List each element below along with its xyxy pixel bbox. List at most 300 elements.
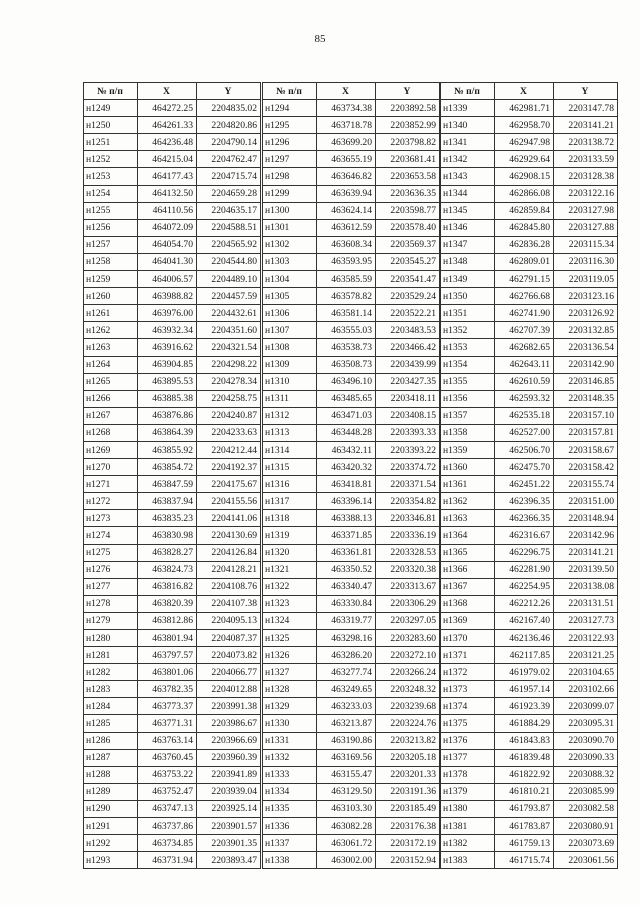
point-number-cell: н1328 — [263, 681, 317, 698]
point-number-cell: н1266 — [84, 390, 138, 407]
table-row — [84, 305, 261, 322]
table-row — [84, 202, 261, 219]
point-number-cell: н1292 — [84, 835, 138, 852]
x-coordinate-cell: 462845.80 — [495, 219, 554, 236]
x-coordinate-cell: 463976.00 — [138, 305, 197, 322]
x-coordinate-cell: 463319.77 — [317, 612, 376, 629]
x-coordinate-cell: 464072.09 — [138, 219, 197, 236]
point-number-cell: н1290 — [84, 800, 138, 817]
column-header-x: X — [495, 83, 554, 100]
point-number-cell: н1363 — [441, 510, 495, 527]
column-header-number: № п/п — [263, 83, 317, 100]
point-number-cell: н1306 — [263, 305, 317, 322]
y-coordinate-cell: 2203176.38 — [376, 818, 440, 835]
point-number-cell: н1252 — [84, 151, 138, 168]
y-coordinate-cell: 2203941.89 — [197, 766, 261, 783]
point-number-cell: н1356 — [441, 390, 495, 407]
y-coordinate-cell: 2203354.82 — [376, 493, 440, 510]
coordinates-table-1 — [83, 82, 261, 869]
x-coordinate-cell: 463350.52 — [317, 561, 376, 578]
point-number-cell: н1350 — [441, 288, 495, 305]
point-number-cell: н1273 — [84, 510, 138, 527]
x-coordinate-cell: 462866.08 — [495, 185, 554, 202]
y-coordinate-cell: 2203139.50 — [554, 561, 618, 578]
x-coordinate-cell: 463233.03 — [317, 698, 376, 715]
y-coordinate-cell: 2203121.25 — [554, 647, 618, 664]
y-coordinate-cell: 2203185.49 — [376, 800, 440, 817]
table-row — [84, 253, 261, 270]
x-coordinate-cell: 464261.33 — [138, 117, 197, 134]
table-row — [263, 202, 440, 219]
y-coordinate-cell: 2203132.85 — [554, 322, 618, 339]
x-coordinate-cell: 462506.70 — [495, 441, 554, 458]
y-coordinate-cell: 2203371.54 — [376, 476, 440, 493]
point-number-cell: н1376 — [441, 732, 495, 749]
x-coordinate-cell: 463932.34 — [138, 322, 197, 339]
table-row — [84, 100, 261, 117]
point-number-cell: н1308 — [263, 339, 317, 356]
point-number-cell: н1274 — [84, 527, 138, 544]
x-coordinate-cell: 463760.45 — [138, 749, 197, 766]
y-coordinate-cell: 2203266.24 — [376, 664, 440, 681]
table-row — [84, 715, 261, 732]
table-row — [84, 322, 261, 339]
y-coordinate-cell: 2203283.60 — [376, 630, 440, 647]
y-coordinate-cell: 2203152.94 — [376, 852, 440, 869]
x-coordinate-cell: 464110.56 — [138, 202, 197, 219]
y-coordinate-cell: 2204066.77 — [197, 664, 261, 681]
point-number-cell: н1257 — [84, 236, 138, 253]
point-number-cell: н1359 — [441, 441, 495, 458]
y-coordinate-cell: 2203578.40 — [376, 219, 440, 236]
y-coordinate-cell: 2203653.58 — [376, 168, 440, 185]
point-number-cell: н1270 — [84, 459, 138, 476]
x-coordinate-cell: 462366.35 — [495, 510, 554, 527]
table-row — [441, 288, 618, 305]
point-number-cell: н1294 — [263, 100, 317, 117]
table-header-row — [84, 83, 261, 100]
y-coordinate-cell: 2203133.59 — [554, 151, 618, 168]
x-coordinate-cell: 463585.59 — [317, 271, 376, 288]
point-number-cell: н1323 — [263, 595, 317, 612]
table-row — [441, 253, 618, 270]
point-number-cell: н1302 — [263, 236, 317, 253]
x-coordinate-cell: 461759.13 — [495, 835, 554, 852]
point-number-cell: н1318 — [263, 510, 317, 527]
table-row — [441, 373, 618, 390]
x-coordinate-cell: 461957.14 — [495, 681, 554, 698]
x-coordinate-cell: 461822.92 — [495, 766, 554, 783]
y-coordinate-cell: 2204489.10 — [197, 271, 261, 288]
table-row — [441, 578, 618, 595]
y-coordinate-cell: 2204128.21 — [197, 561, 261, 578]
point-number-cell: н1269 — [84, 441, 138, 458]
point-number-cell: н1282 — [84, 664, 138, 681]
point-number-cell: н1365 — [441, 544, 495, 561]
point-number-cell: н1279 — [84, 612, 138, 629]
table-row — [441, 407, 618, 424]
y-coordinate-cell: 2203082.58 — [554, 800, 618, 817]
y-coordinate-cell: 2203681.41 — [376, 151, 440, 168]
y-coordinate-cell: 2204141.06 — [197, 510, 261, 527]
y-coordinate-cell: 2204432.61 — [197, 305, 261, 322]
point-number-cell: н1367 — [441, 578, 495, 595]
point-number-cell: н1249 — [84, 100, 138, 117]
table-row — [441, 424, 618, 441]
y-coordinate-cell: 2204240.87 — [197, 407, 261, 424]
point-number-cell: н1345 — [441, 202, 495, 219]
y-coordinate-cell: 2203201.33 — [376, 766, 440, 783]
point-number-cell: н1298 — [263, 168, 317, 185]
x-coordinate-cell: 463773.37 — [138, 698, 197, 715]
y-coordinate-cell: 2203088.32 — [554, 766, 618, 783]
table-row — [263, 288, 440, 305]
table-row — [441, 185, 618, 202]
y-coordinate-cell: 2203569.37 — [376, 236, 440, 253]
table-row — [84, 647, 261, 664]
x-coordinate-cell: 463731.94 — [138, 852, 197, 869]
point-number-cell: н1291 — [84, 818, 138, 835]
y-coordinate-cell: 2203116.30 — [554, 253, 618, 270]
x-coordinate-cell: 463988.82 — [138, 288, 197, 305]
x-coordinate-cell: 463916.62 — [138, 339, 197, 356]
table-row — [84, 818, 261, 835]
y-coordinate-cell: 2203901.35 — [197, 835, 261, 852]
y-coordinate-cell: 2203374.72 — [376, 459, 440, 476]
table-row — [441, 749, 618, 766]
y-coordinate-cell: 2203545.27 — [376, 253, 440, 270]
table-row — [84, 578, 261, 595]
table-row — [84, 664, 261, 681]
y-coordinate-cell: 2203306.29 — [376, 595, 440, 612]
x-coordinate-cell: 462316.67 — [495, 527, 554, 544]
table-row — [263, 168, 440, 185]
table-row — [263, 117, 440, 134]
y-coordinate-cell: 2203115.34 — [554, 236, 618, 253]
y-coordinate-cell: 2203148.94 — [554, 510, 618, 527]
point-number-cell: н1253 — [84, 168, 138, 185]
point-number-cell: н1325 — [263, 630, 317, 647]
table-row — [441, 441, 618, 458]
x-coordinate-cell: 464054.70 — [138, 236, 197, 253]
y-coordinate-cell: 2203122.16 — [554, 185, 618, 202]
table-row — [263, 219, 440, 236]
table-row — [263, 561, 440, 578]
table-row — [441, 219, 618, 236]
point-number-cell: н1337 — [263, 835, 317, 852]
x-coordinate-cell: 463624.14 — [317, 202, 376, 219]
point-number-cell: н1361 — [441, 476, 495, 493]
table-row — [263, 373, 440, 390]
point-number-cell: н1272 — [84, 493, 138, 510]
table-row — [84, 766, 261, 783]
x-coordinate-cell: 461923.39 — [495, 698, 554, 715]
table-row — [84, 288, 261, 305]
y-coordinate-cell: 2203925.14 — [197, 800, 261, 817]
point-number-cell: н1262 — [84, 322, 138, 339]
y-coordinate-cell: 2204126.84 — [197, 544, 261, 561]
y-coordinate-cell: 2204258.75 — [197, 390, 261, 407]
x-coordinate-cell: 463103.30 — [317, 800, 376, 817]
point-number-cell: н1251 — [84, 134, 138, 151]
x-coordinate-cell: 463828.27 — [138, 544, 197, 561]
table-row — [84, 476, 261, 493]
table-row — [263, 630, 440, 647]
x-coordinate-cell: 461839.48 — [495, 749, 554, 766]
y-coordinate-cell: 2203126.92 — [554, 305, 618, 322]
table-row — [441, 561, 618, 578]
x-coordinate-cell: 463340.47 — [317, 578, 376, 595]
table-row — [263, 544, 440, 561]
x-coordinate-cell: 462707.39 — [495, 322, 554, 339]
point-number-cell: н1313 — [263, 424, 317, 441]
point-number-cell: н1379 — [441, 783, 495, 800]
table-row — [441, 630, 618, 647]
y-coordinate-cell: 2203142.90 — [554, 356, 618, 373]
page-number: 85 — [314, 33, 326, 45]
y-coordinate-cell: 2204762.47 — [197, 151, 261, 168]
y-coordinate-cell: 2204715.74 — [197, 168, 261, 185]
table-row — [441, 476, 618, 493]
x-coordinate-cell: 463420.32 — [317, 459, 376, 476]
x-coordinate-cell: 464132.50 — [138, 185, 197, 202]
x-coordinate-cell: 464272.25 — [138, 100, 197, 117]
point-number-cell: н1283 — [84, 681, 138, 698]
point-number-cell: н1351 — [441, 305, 495, 322]
table-row — [441, 202, 618, 219]
y-coordinate-cell: 2203158.67 — [554, 441, 618, 458]
y-coordinate-cell: 2203328.53 — [376, 544, 440, 561]
x-coordinate-cell: 462682.65 — [495, 339, 554, 356]
table-row — [441, 664, 618, 681]
x-coordinate-cell: 463555.03 — [317, 322, 376, 339]
y-coordinate-cell: 2203155.74 — [554, 476, 618, 493]
point-number-cell: н1344 — [441, 185, 495, 202]
x-coordinate-cell: 463718.78 — [317, 117, 376, 134]
point-number-cell: н1260 — [84, 288, 138, 305]
point-number-cell: н1256 — [84, 219, 138, 236]
table-row — [263, 134, 440, 151]
y-coordinate-cell: 2203393.22 — [376, 441, 440, 458]
y-coordinate-cell: 2203191.36 — [376, 783, 440, 800]
table-row — [84, 527, 261, 544]
table-row — [84, 424, 261, 441]
x-coordinate-cell: 464215.04 — [138, 151, 197, 168]
y-coordinate-cell: 2203136.54 — [554, 339, 618, 356]
point-number-cell: н1349 — [441, 271, 495, 288]
table-row — [441, 305, 618, 322]
x-coordinate-cell: 462136.46 — [495, 630, 554, 647]
y-coordinate-cell: 2203131.51 — [554, 595, 618, 612]
x-coordinate-cell: 463593.95 — [317, 253, 376, 270]
point-number-cell: н1348 — [441, 253, 495, 270]
point-number-cell: н1334 — [263, 783, 317, 800]
y-coordinate-cell: 2203127.98 — [554, 202, 618, 219]
table-row — [84, 151, 261, 168]
point-number-cell: н1347 — [441, 236, 495, 253]
table-row — [263, 407, 440, 424]
x-coordinate-cell: 463830.98 — [138, 527, 197, 544]
point-number-cell: н1360 — [441, 459, 495, 476]
x-coordinate-cell: 462117.85 — [495, 647, 554, 664]
column-header-number: № п/п — [84, 83, 138, 100]
point-number-cell: н1288 — [84, 766, 138, 783]
table-row — [263, 424, 440, 441]
table-row — [441, 595, 618, 612]
table-row — [441, 698, 618, 715]
x-coordinate-cell: 461843.83 — [495, 732, 554, 749]
table-row — [84, 407, 261, 424]
table-row — [441, 647, 618, 664]
point-number-cell: н1304 — [263, 271, 317, 288]
x-coordinate-cell: 463169.56 — [317, 749, 376, 766]
point-number-cell: н1254 — [84, 185, 138, 202]
x-coordinate-cell: 463782.35 — [138, 681, 197, 698]
y-coordinate-cell: 2204095.13 — [197, 612, 261, 629]
point-number-cell: н1357 — [441, 407, 495, 424]
y-coordinate-cell: 2203636.35 — [376, 185, 440, 202]
x-coordinate-cell: 463418.81 — [317, 476, 376, 493]
y-coordinate-cell: 2203142.96 — [554, 527, 618, 544]
point-number-cell: н1372 — [441, 664, 495, 681]
point-number-cell: н1346 — [441, 219, 495, 236]
x-coordinate-cell: 463763.14 — [138, 732, 197, 749]
x-coordinate-cell: 462836.28 — [495, 236, 554, 253]
y-coordinate-cell: 2204175.67 — [197, 476, 261, 493]
table-row — [84, 339, 261, 356]
point-number-cell: н1259 — [84, 271, 138, 288]
y-coordinate-cell: 2203172.19 — [376, 835, 440, 852]
point-number-cell: н1383 — [441, 852, 495, 869]
x-coordinate-cell: 463129.50 — [317, 783, 376, 800]
y-coordinate-cell: 2203090.33 — [554, 749, 618, 766]
point-number-cell: н1340 — [441, 117, 495, 134]
x-coordinate-cell: 462859.84 — [495, 202, 554, 219]
point-number-cell: н1311 — [263, 390, 317, 407]
y-coordinate-cell: 2203852.99 — [376, 117, 440, 134]
y-coordinate-cell: 2203147.78 — [554, 100, 618, 117]
point-number-cell: н1378 — [441, 766, 495, 783]
x-coordinate-cell: 463797.57 — [138, 647, 197, 664]
y-coordinate-cell: 2203148.35 — [554, 390, 618, 407]
point-number-cell: н1371 — [441, 647, 495, 664]
table-row — [263, 681, 440, 698]
point-number-cell: н1300 — [263, 202, 317, 219]
x-coordinate-cell: 463855.92 — [138, 441, 197, 458]
point-number-cell: н1316 — [263, 476, 317, 493]
table-header-row — [263, 83, 440, 100]
y-coordinate-cell: 2203085.99 — [554, 783, 618, 800]
point-number-cell: н1285 — [84, 715, 138, 732]
x-coordinate-cell: 463824.73 — [138, 561, 197, 578]
point-number-cell: н1281 — [84, 647, 138, 664]
point-number-cell: н1335 — [263, 800, 317, 817]
x-coordinate-cell: 463801.06 — [138, 664, 197, 681]
y-coordinate-cell: 2204321.54 — [197, 339, 261, 356]
table-row — [441, 527, 618, 544]
table-row — [84, 356, 261, 373]
table-row — [263, 852, 440, 869]
x-coordinate-cell: 463448.28 — [317, 424, 376, 441]
point-number-cell: н1309 — [263, 356, 317, 373]
y-coordinate-cell: 2203966.69 — [197, 732, 261, 749]
x-coordinate-cell: 463816.82 — [138, 578, 197, 595]
point-number-cell: н1352 — [441, 322, 495, 339]
x-coordinate-cell: 461783.87 — [495, 818, 554, 835]
x-coordinate-cell: 463885.38 — [138, 390, 197, 407]
table-row — [263, 527, 440, 544]
y-coordinate-cell: 2203119.05 — [554, 271, 618, 288]
point-number-cell: н1362 — [441, 493, 495, 510]
x-coordinate-cell: 461715.74 — [495, 852, 554, 869]
point-number-cell: н1355 — [441, 373, 495, 390]
table-row — [84, 168, 261, 185]
table-row — [84, 373, 261, 390]
table-row — [263, 151, 440, 168]
point-number-cell: н1368 — [441, 595, 495, 612]
x-coordinate-cell: 463608.34 — [317, 236, 376, 253]
table-header-row — [441, 83, 618, 100]
x-coordinate-cell: 463249.65 — [317, 681, 376, 698]
x-coordinate-cell: 462296.75 — [495, 544, 554, 561]
point-number-cell: н1321 — [263, 561, 317, 578]
table-row — [441, 544, 618, 561]
y-coordinate-cell: 2203080.91 — [554, 818, 618, 835]
x-coordinate-cell: 461979.02 — [495, 664, 554, 681]
table-row — [441, 100, 618, 117]
y-coordinate-cell: 2203313.67 — [376, 578, 440, 595]
point-number-cell: н1280 — [84, 630, 138, 647]
y-coordinate-cell: 2203141.21 — [554, 544, 618, 561]
point-number-cell: н1373 — [441, 681, 495, 698]
column-header-y: Y — [197, 83, 261, 100]
column-header-y: Y — [554, 83, 618, 100]
table-row — [263, 322, 440, 339]
table-row — [263, 476, 440, 493]
point-number-cell: н1278 — [84, 595, 138, 612]
point-number-cell: н1287 — [84, 749, 138, 766]
y-coordinate-cell: 2203960.39 — [197, 749, 261, 766]
point-number-cell: н1267 — [84, 407, 138, 424]
x-coordinate-cell: 463854.72 — [138, 459, 197, 476]
table-row — [84, 219, 261, 236]
x-coordinate-cell: 463752.47 — [138, 783, 197, 800]
x-coordinate-cell: 463082.28 — [317, 818, 376, 835]
y-coordinate-cell: 2204108.76 — [197, 578, 261, 595]
x-coordinate-cell: 464177.43 — [138, 168, 197, 185]
point-number-cell: н1326 — [263, 647, 317, 664]
x-coordinate-cell: 462929.64 — [495, 151, 554, 168]
y-coordinate-cell: 2203466.42 — [376, 339, 440, 356]
table-row — [441, 766, 618, 783]
table-row — [441, 236, 618, 253]
point-number-cell: н1366 — [441, 561, 495, 578]
y-coordinate-cell: 2203205.18 — [376, 749, 440, 766]
point-number-cell: н1295 — [263, 117, 317, 134]
x-coordinate-cell: 463820.39 — [138, 595, 197, 612]
table-row — [263, 783, 440, 800]
column-header-number: № п/п — [441, 83, 495, 100]
x-coordinate-cell: 463371.85 — [317, 527, 376, 544]
x-coordinate-cell: 463277.74 — [317, 664, 376, 681]
y-coordinate-cell: 2203157.81 — [554, 424, 618, 441]
point-number-cell: н1375 — [441, 715, 495, 732]
table-row — [263, 253, 440, 270]
x-coordinate-cell: 463471.03 — [317, 407, 376, 424]
y-coordinate-cell: 2203104.65 — [554, 664, 618, 681]
y-coordinate-cell: 2204588.51 — [197, 219, 261, 236]
x-coordinate-cell: 463213.87 — [317, 715, 376, 732]
